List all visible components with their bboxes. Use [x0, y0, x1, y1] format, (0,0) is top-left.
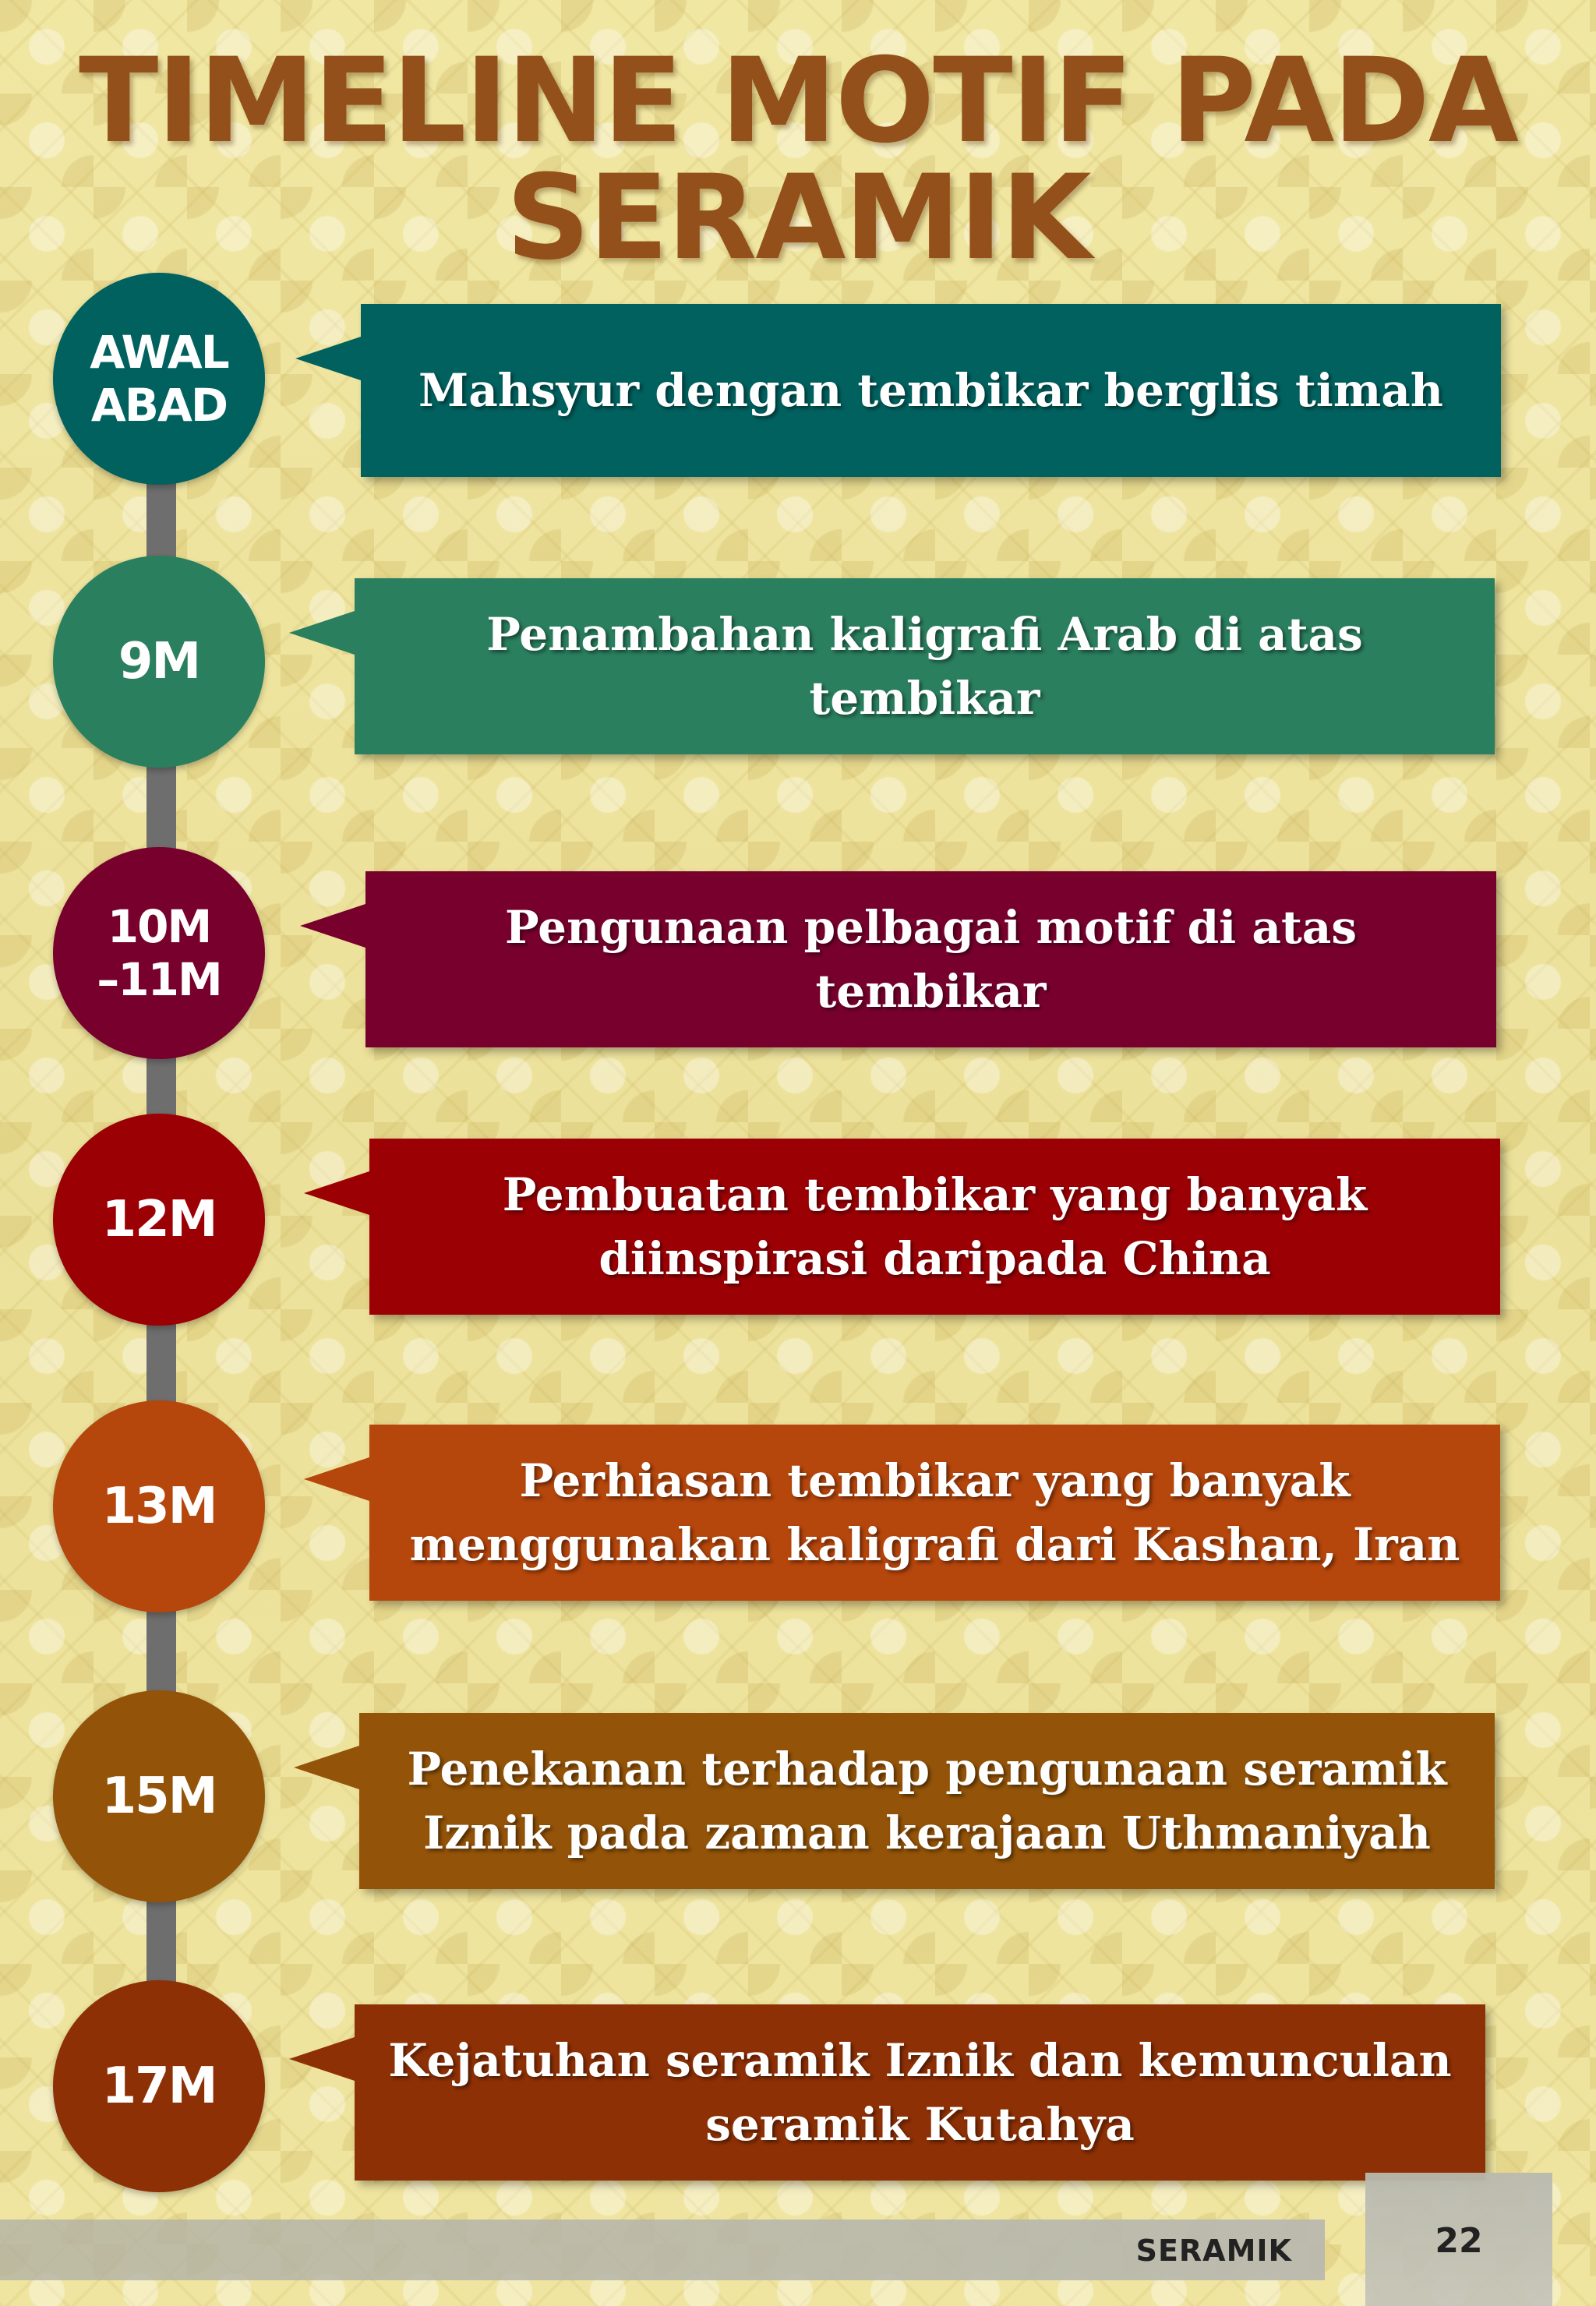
- event-pointer: [289, 2036, 359, 2082]
- event-pointer: [300, 902, 370, 949]
- page-number: 22: [1435, 2221, 1483, 2261]
- event-text-line: Penambahan kaligrafi Arab di atas tembikar: [486, 608, 1363, 725]
- event-text-line: Perhiasan tembikar yang banyak: [519, 1454, 1351, 1507]
- timeline-period-1: 9M: [53, 556, 265, 768]
- event-text-line: seramik Kutahya: [705, 2098, 1135, 2151]
- page-title-line-2: SERAMIK: [506, 150, 1090, 286]
- timeline-period-0: AWAL ABAD: [53, 273, 265, 485]
- timeline-event-4: [369, 1425, 1500, 1601]
- timeline-period-5: 15M: [53, 1690, 265, 1902]
- timeline-event-1: [355, 578, 1495, 754]
- timeline-event-3: [369, 1139, 1500, 1315]
- event-text-line: Mahsyur dengan tembikar berglis timah: [418, 364, 1443, 417]
- event-text-line: Penekanan terhadap pengunaan seramik: [407, 1743, 1447, 1796]
- timeline-period-6: 17M: [53, 1980, 265, 2192]
- event-text-line: diinspirasi daripada China: [598, 1232, 1271, 1285]
- page-title-line-1: TIMELINE MOTIF PADA: [79, 34, 1517, 169]
- footer-bar: [0, 2219, 1325, 2280]
- event-text-line: Pembuatan tembikar yang banyak: [502, 1168, 1368, 1221]
- timeline-period-2: 10M –11M: [53, 847, 265, 1059]
- timeline-event-6: [355, 2004, 1485, 2181]
- timeline-event-5: [359, 1713, 1495, 1889]
- event-pointer: [295, 335, 365, 382]
- timeline-period-4: 13M: [53, 1400, 265, 1612]
- event-pointer: [294, 1744, 364, 1791]
- event-text-line: Kejatuhan seramik Iznik dan kemunculan: [388, 2034, 1452, 2087]
- page-number-box: [1365, 2173, 1552, 2306]
- event-pointer: [304, 1170, 374, 1217]
- event-pointer: [289, 609, 359, 656]
- footer-label: SERAMIK: [1135, 2234, 1292, 2268]
- timeline-period-3: 12M: [53, 1114, 265, 1326]
- timeline-event-0: [361, 304, 1501, 477]
- event-text-line: Iznik pada zaman kerajaan Uthmaniyah: [423, 1806, 1431, 1859]
- event-text-line: Pengunaan pelbagai motif di atas tembikar: [505, 901, 1357, 1018]
- event-text-line: menggunakan kaligrafi dari Kashan, Iran: [409, 1518, 1460, 1571]
- event-pointer: [304, 1456, 374, 1503]
- timeline-event-2: [365, 871, 1496, 1047]
